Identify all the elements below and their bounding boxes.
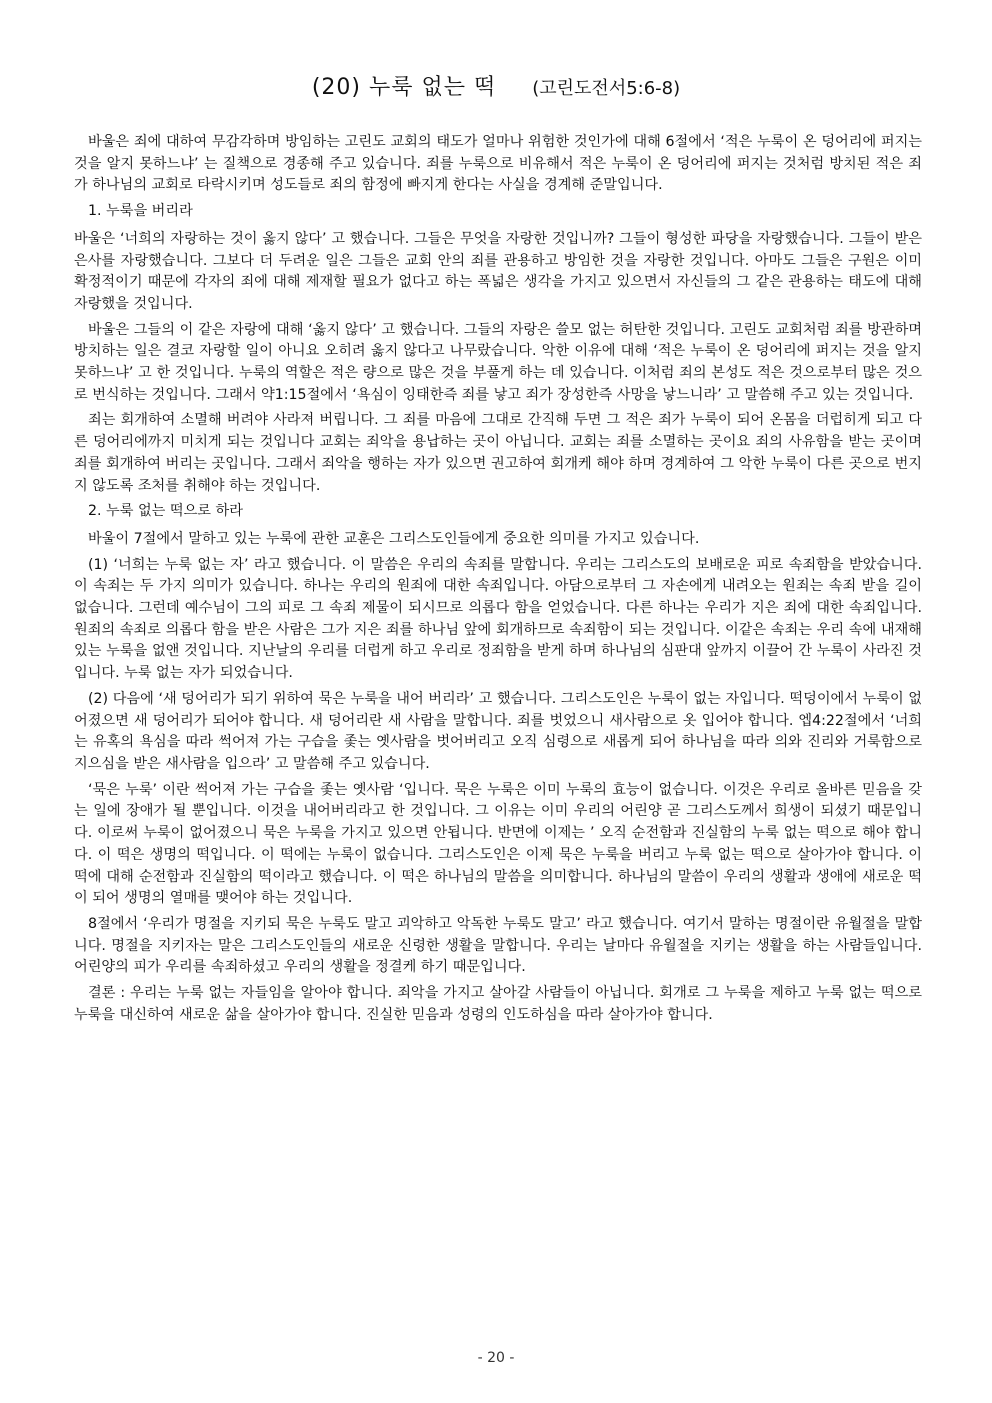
sermon-title: (20) 누룩 없는 떡 xyxy=(311,75,497,100)
intro-paragraph: 바울은 죄에 대하여 무감각하며 방임하는 고린도 교회의 태도가 얼마나 위험한 것인가에 대해 6절에서 ‘적은 누룩이 온 덩어리에 퍼지는 것을 알지 못하느냐’ 는 질책으로 경종해 주고 있습니다. 죄를 누룩으로 비유해서 적은 누룩이 온 덩어리에 퍼지는 것처럼 방치된 적은 죄가 하나님의 교회로 타락시키며 성도들로 죄의 함정에 빠지게 한다는 사실을 경계해 준말입니다. xyxy=(74,134,922,194)
sermon-body xyxy=(74,132,922,1030)
scripture-reference: (고린도전서5:6-8) xyxy=(532,78,681,99)
body-paragraph: 8절에서 ‘우리가 명절을 지키되 묵은 누룩도 말고 괴악하고 악독한 누룩도 말고’ 라고 했습니다. 여기서 말하는 명절이란 유월절을 말합니다. 명절을 지키자는 말은 그리스도인들의 새로운 신령한 생활을 말합니다. 우리는 날마다 유월절을 지키는 생활을 하는 사람들입니다. 어린양의 피가 우리를 속죄하셨고 우리의 생활을 정결케 하기 때문입니다. xyxy=(74,915,922,976)
title-row xyxy=(0,70,992,101)
body-paragraph: (2) 다음에 ‘새 덩어리가 되기 위하여 묵은 누룩을 내어 버리라’ 고 했습니다. 그리스도인은 누룩이 없는 자입니다. 떡덩이에서 누룩이 없어졌으면 새 덩어리가 되어야 합니다. 새 덩어리란 새 사람을 말합니다. 죄를 벗었으니 새사람으로 옷 입어야 합니다. 엡4:22절에서 ‘너희는 유혹의 욕심을 따라 썩어져 가는 구습을 좇는 옛사람을 벗어버리고 오직 심령으로 새롭게 되어 하나님을 따라 의와 진리와 거룩함으로 지으심을 받은 새사람을 입으라’ 고 말씀해 주고 있습니다. xyxy=(74,690,922,772)
section-heading-2: 2. 누룩 없는 떡으로 하라 xyxy=(88,503,243,520)
body-paragraph: 죄는 회개하여 소멸해 버려야 사라져 버립니다. 그 죄를 마음에 그대로 간직해 두면 그 적은 죄가 누룩이 되어 온몸을 더럽히게 되고 다른 덩어리에까지 미치게 되는 것입니다 교회는 죄악을 용납하는 곳이 아닙니다. 교회는 죄를 소멸하는 곳이요 죄의 사유함을 받는 곳이며 죄를 회개하여 버리는 곳입니다. 그래서 죄악을 행하는 자가 있으면 권고하여 회개케 해야 하며 경계하여 그 악한 누룩이 다른 곳으로 번지지 않도록 조처를 취해야 하는 것입니다. xyxy=(74,412,922,494)
body-paragraph: (1) ‘너희는 누룩 없는 자’ 라고 했습니다. 이 말씀은 우리의 속죄를 말합니다. 우리는 그리스도의 보배로운 피로 속죄함을 받았습니다. 이 속죄는 두 가지 의미가 있습니다. 하나는 우리의 원죄에 대한 속죄입니다. 아담으로부터 그 자손에게 내려오는 원죄는 속죄 받을 길이 없습니다. 그런데 예수님이 그의 피로 그 속죄 제물이 되시므로 의롭다 함을 얻었습니다. 다른 하나는 우리가 지은 죄에 대한 속죄입니다. 원죄의 속죄로 의롭다 함을 받은 사람은 그가 지은 죄를 하나님 앞에 회개하므로 속죄함이 되는 것입니다. 이같은 속죄는 우리 속에 내재해 있는 누룩을 없앤 것입니다. 지난날의 우리를 더럽게 하고 우리로 정죄함을 받게 하며 하나님의 심판대 앞까지 이끌어 간 누룩이 사라진 것입니다. 누룩 없는 자가 되었습니다. xyxy=(74,556,922,682)
body-paragraph: ‘묵은 누룩’ 이란 썩어져 가는 구습을 좇는 옛사람 ‘입니다. 묵은 누룩은 이미 누룩의 효능이 없습니다. 이것은 우리로 올바른 믿음을 갖는 일에 장애가 될 뿐입니다. 이것을 내어버리라고 한 것입니다. 그 이유는 이미 우리의 어린양 곧 그리스도께서 희생이 되셨기 때문입니다. 이로써 누룩이 없어졌으니 묵은 누룩을 가지고 있으면 안됩니다. 반면에 이제는 ’ 오직 순전함과 진실함의 누룩 없는 떡으로 해야 합니다. 이 떡은 생명의 떡입니다. 이 떡에는 누룩이 없습니다. 그리스도인은 이제 묵은 누룩을 버리고 누룩 없는 떡으로 살아가야 합니다. 이 떡에 대해 순전함과 진실함의 떡이라고 했습니다. 이 떡은 하나님의 말씀을 의미합니다. 하나님의 말씀이 우리의 생활과 생애에 새로운 떡이 되어 생명의 열매를 맺어야 하는 것입니다. xyxy=(74,781,922,907)
body-paragraph: 바울은 그들의 이 같은 자랑에 대해 ‘옳지 않다’ 고 했습니다. 그들의 자랑은 쓸모 없는 허탄한 것입니다. 고린도 교회처럼 죄를 방관하며 방치하는 일은 결코 자랑할 일이 아니요 오히려 옳지 않다고 나무랐습니다. 악한 이유에 대해 ‘적은 누룩이 온 덩어리에 퍼지는 것을 알지 못하느냐’ 고 한 것입니다. 누룩의 역할은 적은 량으로 많은 것을 부풀게 하는 데 있습니다. 이처럼 죄의 본성도 적은 것으로부터 많은 것으로 번식하는 것입니다. 그래서 약1:15절에서 ‘욕심이 잉태한즉 죄를 낳고 죄가 장성한즉 사망을 낳느니라’ 고 말씀해 주고 있는 것입니다. xyxy=(74,321,922,403)
page-number: - 20 - xyxy=(477,1350,515,1366)
section-heading-1: 1. 누룩을 버리라 xyxy=(88,203,193,220)
conclusion-paragraph: 결론 : 우리는 누룩 없는 자들임을 알아야 합니다. 죄악을 가지고 살아갈 사람들이 아닙니다. 회개로 그 누룩을 제하고 누룩 없는 떡으로 누룩을 대신하여 새로운 삶을 살아가야 합니다. 진실한 믿음과 성령의 인도하심을 따라 살아가야 합니다. xyxy=(74,985,922,1023)
body-paragraph: 바울은 ‘너희의 자랑하는 것이 옳지 않다’ 고 했습니다. 그들은 무엇을 자랑한 것입니까? 그들이 형성한 파당을 자랑했습니다. 그들이 받은 은사를 자랑했습니다. 그보다 더 두려운 일은 그들은 교회 안의 죄를 관용하고 방임한 것을 자랑한 것입니다. 아마도 그들은 구원은 이미 확정적이기 때문에 각자의 죄에 대해 제재할 필요가 없다고 하는 폭넓은 생각을 가지고 있으면서 자신들의 그 같은 관용하는 태도에 대해 자랑했을 것입니다. xyxy=(74,230,922,312)
body-paragraph: 바울이 7절에서 말하고 있는 누룩에 관한 교훈은 그리스도인들에게 중요한 의미를 가지고 있습니다. xyxy=(88,530,700,547)
